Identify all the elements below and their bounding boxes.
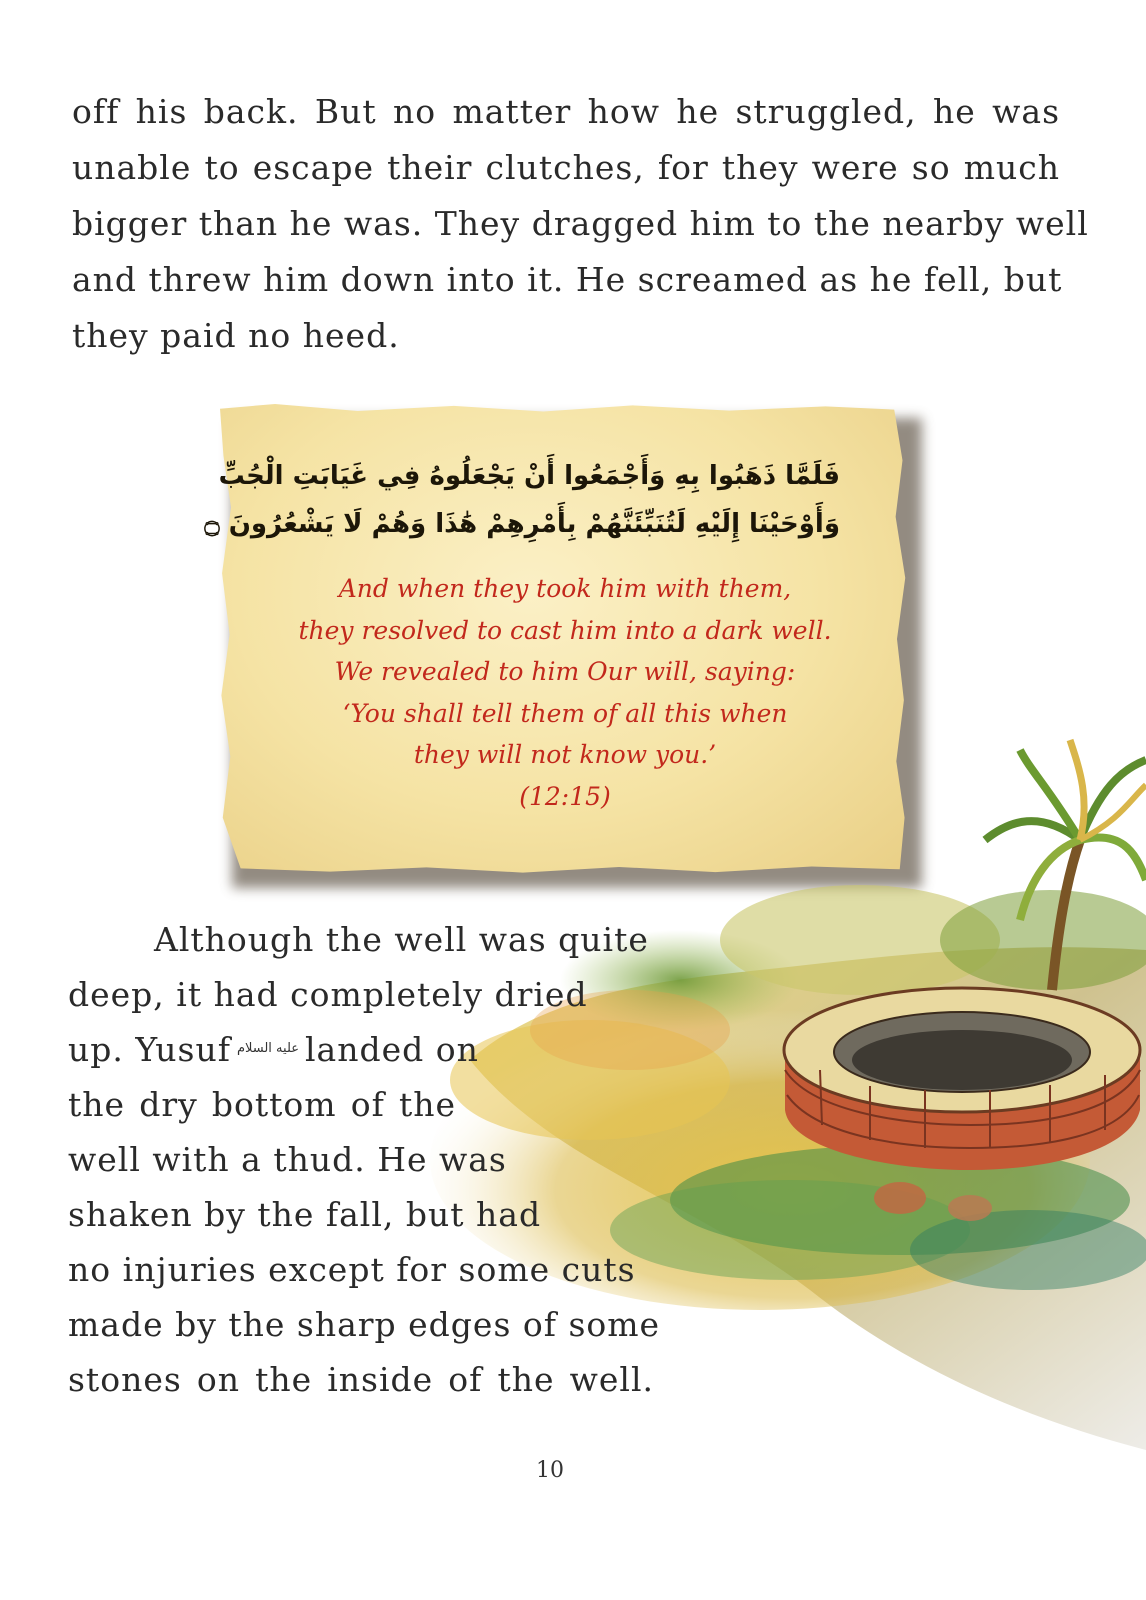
translation-line: ‘You shall tell them of all this when [342, 698, 788, 728]
translation-line: And when they took him with them, [338, 574, 792, 603]
text-fragment: up. Yusuf [68, 1030, 231, 1069]
text-line: the dry bottom of the [68, 1085, 456, 1124]
text-line: unable to escape their clutches, for they were so much [72, 148, 1060, 187]
text-line: stones on the inside of the well. [68, 1360, 654, 1399]
translation-line: they resolved to cast him into a dark well. [298, 615, 832, 645]
honorific-mark: عليه السلام [236, 1040, 299, 1056]
arabic-verse [204, 452, 840, 548]
text-line: they paid no heed. [72, 316, 400, 355]
text-line: shaken by the fall, but had [68, 1195, 542, 1234]
text-line: off his back. But no matter how he struggled, he was [72, 92, 1060, 131]
translation-line: We revealed to him Our will, saying: [334, 657, 796, 686]
stone-well [784, 988, 1140, 1170]
text-line: well with a thud. He was [68, 1140, 507, 1179]
text-line: Although the well was quite [154, 920, 649, 959]
text-line: deep, it had completely dried [68, 975, 588, 1014]
arabic-line: وَأَوْحَيْنَا إِلَيْهِ لَتُنَبِّئَنَّهُمْ بِأَمْرِهِمْ هَٰذَا وَهُمْ لَا يَشْعُرُونَ ۝ [204, 509, 840, 539]
top-paragraph [72, 84, 1089, 364]
verse-reference: (12:15) [519, 781, 611, 811]
arabic-line: فَلَمَّا ذَهَبُوا بِهِ وَأَجْمَعُوا أَنْ يَجْعَلُوهُ فِي غَيَابَتِ الْجُبِّ [218, 461, 840, 491]
text-line: and threw him down into it. He screamed as he fell, but [72, 260, 1063, 299]
text-fragment: landed on [305, 1030, 479, 1069]
page-number: 10 [536, 1458, 564, 1483]
text-line: bigger than he was. They dragged him to the nearby well [72, 204, 1089, 243]
bottom-paragraph [68, 912, 660, 1407]
text-line: no injuries except for some cuts [68, 1250, 636, 1289]
text-line: made by the sharp edges of some [68, 1305, 661, 1344]
translation-line: they will not know you.’ [413, 740, 717, 769]
text-line [68, 1022, 479, 1077]
